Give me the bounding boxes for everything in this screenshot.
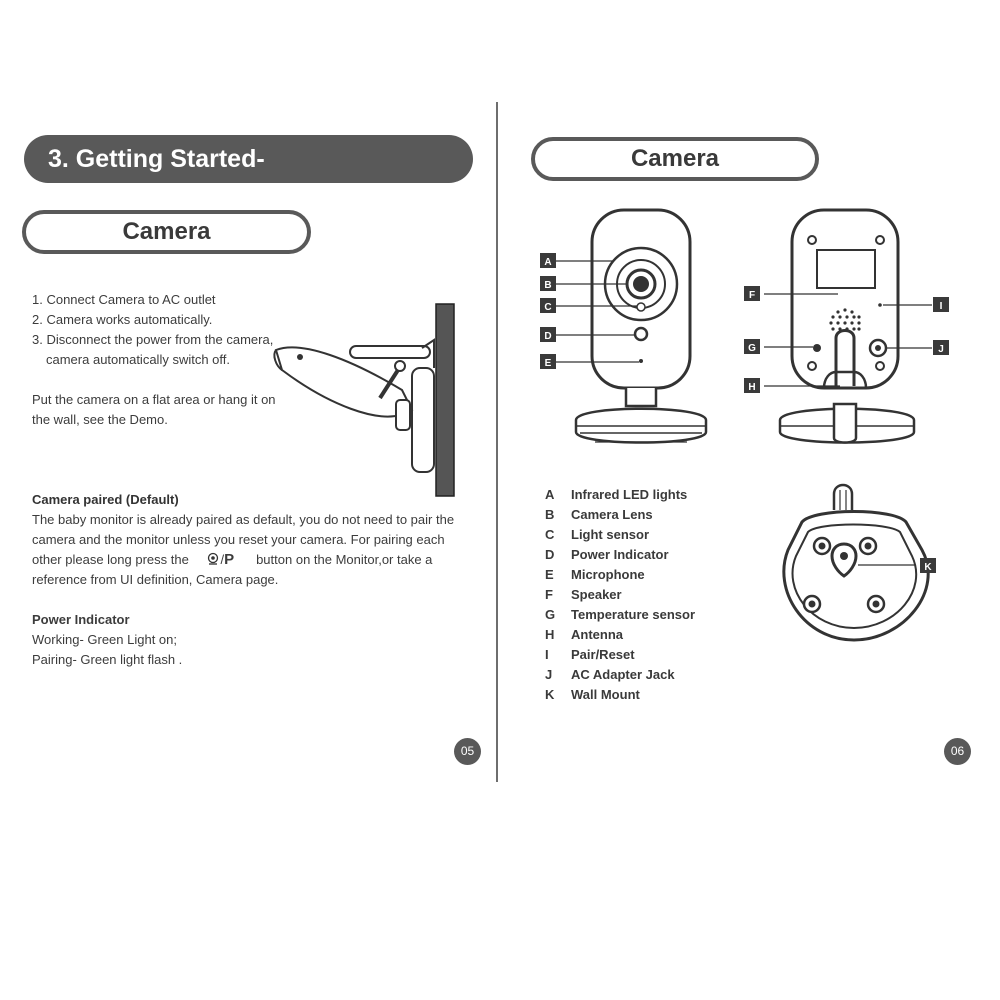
legend-row-g: G Temperature sensor <box>545 607 696 622</box>
callout-e <box>540 354 556 369</box>
pair-icon-letter: P <box>224 551 235 568</box>
camera-paired-section <box>32 490 482 590</box>
callout-g <box>744 339 760 354</box>
callout-a <box>540 253 556 268</box>
callout-b <box>540 276 556 291</box>
svg-text:B: B <box>544 280 552 291</box>
step-3: 3. Disconnect the power from the camera, <box>32 332 274 347</box>
chapter-banner <box>24 135 473 183</box>
callout-f <box>744 286 760 301</box>
placement-line-2: the wall, see the Demo. <box>32 412 168 427</box>
placement-line-1: Put the camera on a flat area or hang it on <box>32 392 276 407</box>
svg-text:J: J <box>938 344 944 355</box>
legend-row-d: D Power Indicator <box>545 547 669 562</box>
legend-row-k: K Wall Mount <box>545 687 640 702</box>
legend-row-e: E Microphone <box>545 567 645 582</box>
camera-paired-line-3 <box>32 550 482 570</box>
parts-legend <box>545 485 765 705</box>
power-working-line: Working- Green Light on; <box>32 632 177 647</box>
svg-text:H: H <box>748 382 756 393</box>
step-2: 2. Camera works automatically. <box>32 312 213 327</box>
svg-text:G: G <box>748 343 756 354</box>
power-indicator-section <box>32 610 332 670</box>
legend-row-a: A Infrared LED lights <box>545 487 688 502</box>
svg-text:I: I <box>939 301 943 312</box>
svg-text:D: D <box>544 331 552 342</box>
legend-row-h: H Antenna <box>545 627 623 642</box>
camera-paired-line-4: reference from UI definition, Camera page. <box>32 572 279 587</box>
svg-text:E: E <box>544 358 552 369</box>
section-title-camera-left: Camera <box>22 210 311 254</box>
camera-paired-heading: Camera paired (Default) <box>32 492 179 507</box>
legend-row-i: I Pair/Reset <box>545 647 635 662</box>
power-indicator-heading: Power Indicator <box>32 612 130 627</box>
callout-h <box>744 378 760 393</box>
step-1: 1. Connect Camera to AC outlet <box>32 292 216 307</box>
legend-row-j: J AC Adapter Jack <box>545 667 675 682</box>
page-divider <box>496 102 498 782</box>
page-number-right: 06 <box>944 738 971 765</box>
wall-mount-demo-illustration <box>262 300 462 500</box>
page-number-left: 05 <box>454 738 481 765</box>
callout-i <box>933 297 949 312</box>
section-title-camera-right: Camera <box>531 137 819 181</box>
callout-k <box>920 558 936 573</box>
legend-row-f: F Speaker <box>545 587 622 602</box>
step-3-continued: camera automatically switch off. <box>46 352 230 367</box>
pair-reset-icon: /P <box>192 550 252 570</box>
svg-text:A: A <box>544 257 552 268</box>
camera-paired-line-3-start: other please long press the <box>32 552 189 567</box>
svg-text:F: F <box>748 290 756 301</box>
callout-c <box>540 298 556 313</box>
power-pairing-line: Pairing- Green light flash . <box>32 652 183 667</box>
svg-text:C: C <box>544 302 552 313</box>
legend-row-c: C Light sensor <box>545 527 650 542</box>
legend-row-b: B Camera Lens <box>545 507 653 522</box>
chapter-title: 3. Getting Started- <box>48 145 265 173</box>
camera-paired-line-2: camera and the monitor unless you reset your camera. For pairing each <box>32 532 445 547</box>
camera-paired-line-3-end: button on the Monitor,or take a <box>256 552 433 567</box>
callout-j <box>933 340 949 355</box>
callout-d <box>540 327 556 342</box>
svg-text:K: K <box>924 562 932 573</box>
camera-paired-line-1: The baby monitor is already paired as default, you do not need to pair the <box>32 512 455 527</box>
